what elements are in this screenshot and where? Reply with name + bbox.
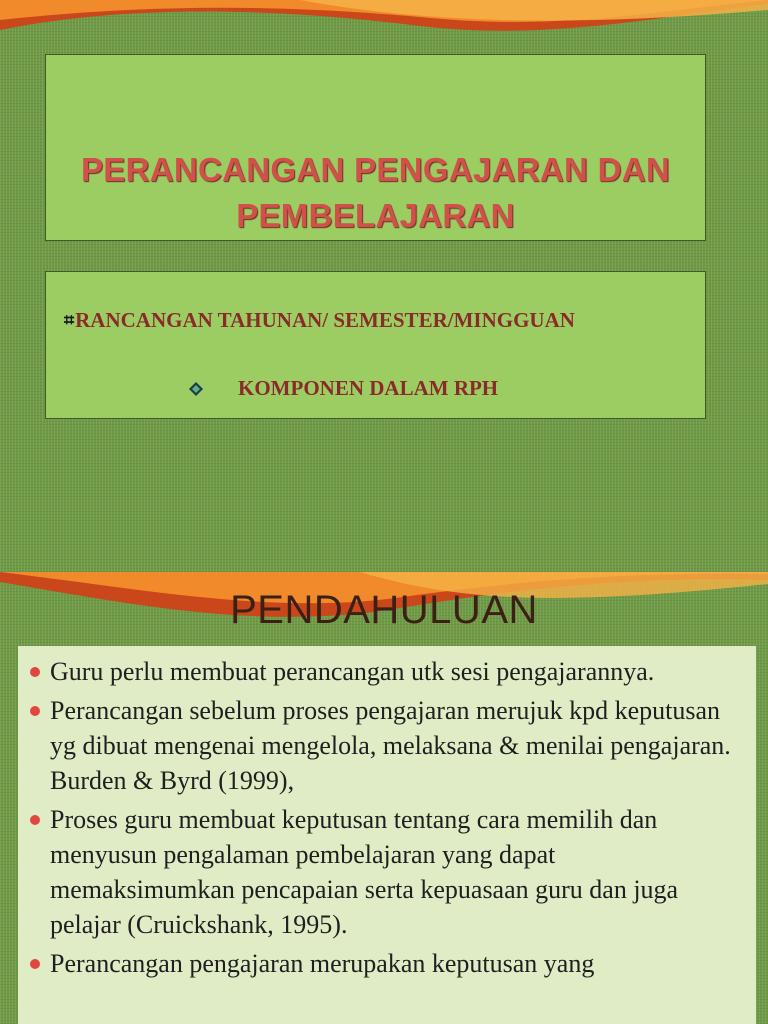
list-item (30, 654, 746, 689)
subtitle-item-text: KOMPONEN DALAM RPH (238, 376, 499, 400)
slide-heading: PENDAHULUAN (230, 588, 538, 632)
bullet-list (18, 646, 756, 981)
slide-introduction (0, 572, 768, 1024)
bullet-dot-icon (30, 706, 40, 716)
title-box (45, 54, 706, 241)
diamond-bullet-icon (188, 381, 204, 397)
decorative-swoosh (0, 0, 768, 60)
list-item (30, 802, 746, 942)
subtitle-box (45, 271, 706, 419)
list-item-text: Perancangan pengajaran merupakan keputusan yang (50, 949, 595, 978)
subtitle-item (64, 308, 575, 333)
slide-title-text: PERANCANGAN PENGAJARAN DAN PEMBELAJARAN (80, 151, 670, 234)
list-item-text: Proses guru membuat keputusan tentang cara memilih dan menyusun pengalaman pembelajaran yang dapat memaksimumkan pencapaian serta kepuasaan guru dan juga pelajar (Cruickshank, 1995). (50, 805, 679, 939)
bullet-dot-icon (30, 667, 40, 677)
content-box (18, 646, 756, 1024)
bullet-dot-icon (30, 959, 40, 969)
subtitle-item-text: RANCANGAN TAHUNAN/ SEMESTER/MINGGUAN (75, 308, 575, 332)
bullet-dot-icon (30, 815, 40, 825)
list-item (30, 946, 746, 981)
list-item-text: Perancangan sebelum proses pengajaran merujuk kpd keputusan yg dibuat mengenai mengelola, melaksana & menilai pengajaran. Burden & Byrd (1999), (50, 696, 731, 795)
hash-bullet-icon: ⌗ (64, 310, 75, 330)
subtitle-item (188, 376, 498, 401)
list-item-text: Guru perlu membuat perancangan utk sesi pengajarannya. (50, 657, 655, 686)
list-item (30, 693, 746, 798)
